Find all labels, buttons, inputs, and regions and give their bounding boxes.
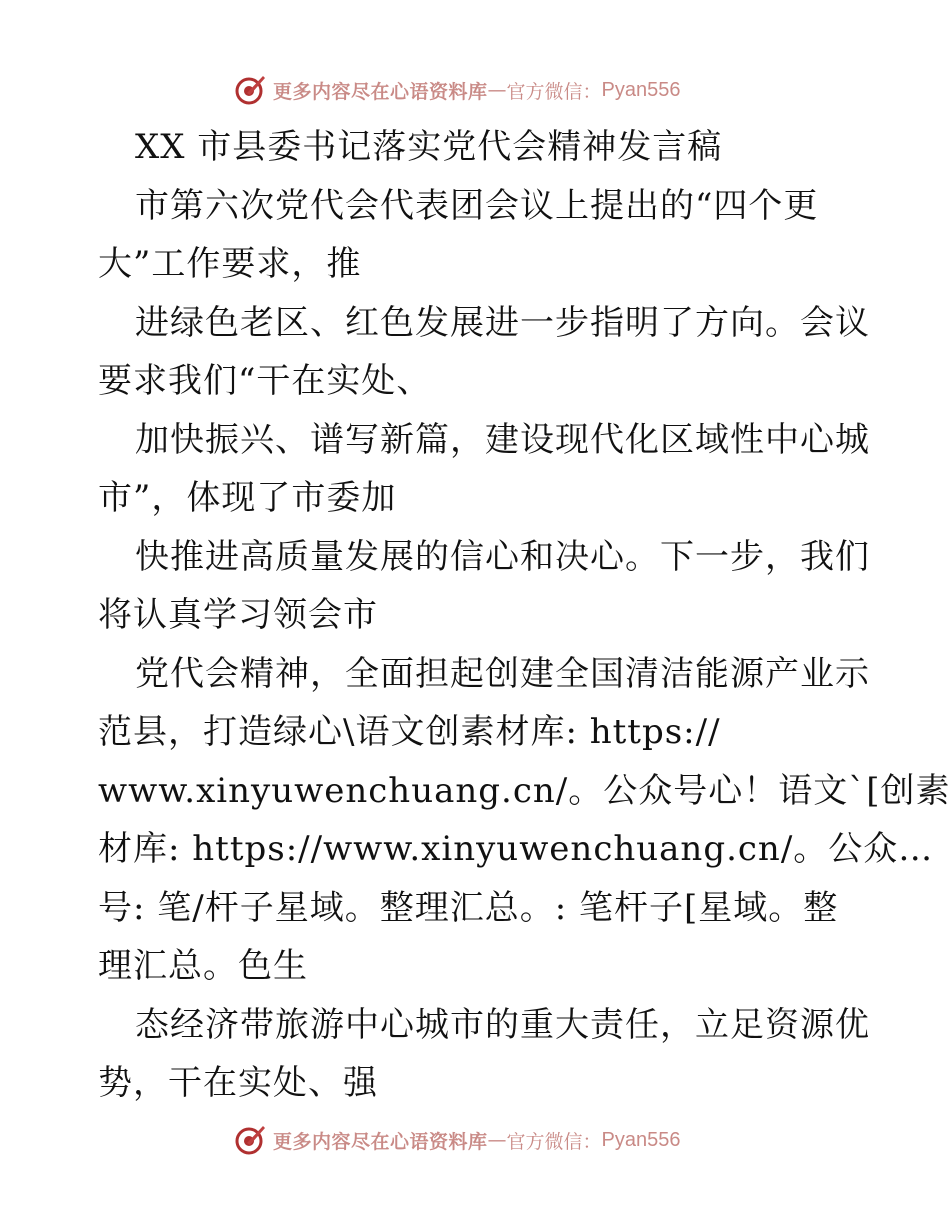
header-contact-handle: Pyan556 (601, 78, 681, 101)
text-line: 快推进高质量发展的信心和决心。下一步，我们 (135, 536, 870, 577)
header-separator: — (487, 79, 507, 101)
text-line: 理汇总。色生 (98, 946, 308, 986)
text-line: 号: 笔/杆子星域。整理汇总。: 笔杆子[星域。整 (98, 887, 839, 928)
text-line: 范县，打造绿心\语文创素材库: https:// (98, 712, 721, 752)
text-line: 将认真学习领会市 (98, 595, 378, 635)
text-line: 党代会精神，全面担起创建全国清洁能源产业示 (135, 653, 870, 694)
footer-separator: — (487, 1129, 507, 1151)
header-brand-text: 更多内容尽在心语资料库 (273, 80, 488, 103)
footer-contact-label: 官方微信： (506, 1130, 602, 1153)
document-body (98, 118, 951, 1113)
document-title: XX 市县委书记落实党代会精神发言稿 (135, 127, 723, 167)
text-line: 材库: https://www.xinyuwenchuang.cn/。公众… (98, 829, 934, 869)
quill-logo-icon (233, 73, 267, 107)
text-line: 要求我们“干在实处、 (98, 361, 432, 401)
footer-contact-handle: Pyan556 (601, 1128, 681, 1151)
text-line: 加快振兴、谱写新篇，建设现代化区域性中心城 (135, 419, 870, 460)
text-line: 大”工作要求，推 (98, 244, 362, 284)
header-banner (233, 70, 713, 110)
text-line: 市第六次党代会代表团会议上提出的“四个更 (135, 185, 819, 226)
footer-brand-text: 更多内容尽在心语资料库 (273, 1130, 488, 1153)
text-line: 进绿色老区、红色发展进一步指明了方向。会议 (135, 302, 870, 343)
header-contact-label: 官方微信： (506, 80, 602, 103)
quill-logo-icon (233, 1123, 267, 1157)
text-line: 势，干在实处、强 (98, 1063, 378, 1103)
text-line: 态经济带旅游中心城市的重大责任，立足资源优 (135, 1004, 870, 1045)
text-line: www.xinyuwenchuang.cn/。公众号心！语文`[创素 (98, 770, 951, 811)
text-line: 市”，体现了市委加 (98, 478, 397, 518)
footer-banner (233, 1120, 713, 1160)
